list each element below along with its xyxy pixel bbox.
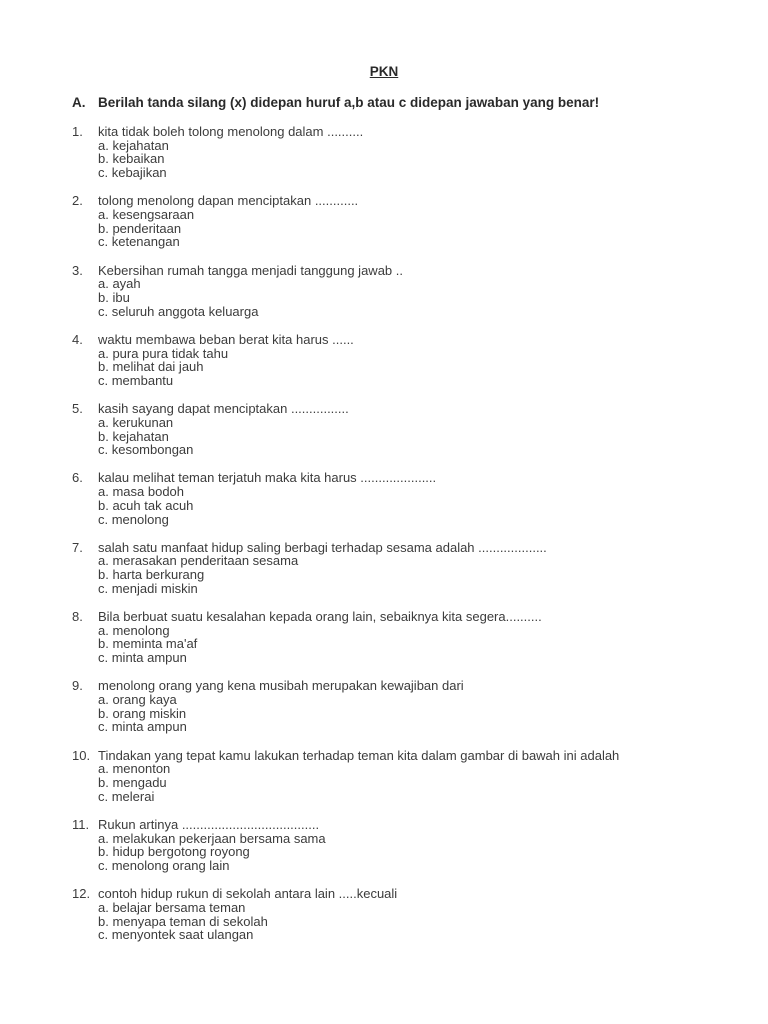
answer-option: b. penderitaan bbox=[98, 220, 182, 236]
answer-option: b. harta berkurang bbox=[98, 567, 205, 583]
answer-option: b. melihat dai jauh bbox=[98, 359, 204, 375]
question-text: kalau melihat teman terjatuh maka kita harus ..................... bbox=[98, 470, 437, 486]
question-number: 2. bbox=[72, 193, 83, 209]
answer-option: c. seluruh anggota keluarga bbox=[98, 303, 259, 319]
question-item bbox=[72, 679, 752, 748]
question-line bbox=[72, 333, 752, 347]
question-text: kasih sayang dapat menciptakan ................ bbox=[98, 401, 349, 417]
question-number: 6. bbox=[72, 470, 83, 486]
answer-option: a. kejahatan bbox=[98, 137, 169, 153]
question-number: 12. bbox=[72, 886, 91, 902]
answer-option: c. minta ampun bbox=[98, 650, 187, 666]
question-number: 5. bbox=[72, 401, 83, 417]
answer-option: b. kejahatan bbox=[98, 428, 169, 444]
instruction-text: Berilah tanda silang (x) didepan huruf a,b atau c didepan jawaban yang benar! bbox=[98, 95, 600, 110]
question-item bbox=[72, 887, 752, 956]
question-text: Tindakan yang tepat kamu lakukan terhadap teman kita dalam gambar di bawah ini adalah bbox=[98, 747, 620, 763]
answer-option: a. kesengsaraan bbox=[98, 207, 195, 222]
question-item bbox=[72, 402, 752, 471]
answer-option: a. kerukunan bbox=[98, 414, 174, 430]
question-text: Kebersihan rumah tangga menjadi tanggung jawab .. bbox=[98, 262, 403, 278]
answer-option: a. belajar bersama teman bbox=[98, 899, 246, 915]
answer-option: b. meminta ma'af bbox=[98, 636, 198, 652]
question-number: 4. bbox=[72, 331, 83, 347]
answer-option: c. menolong orang lain bbox=[98, 858, 230, 874]
answer-option: c. melerai bbox=[98, 788, 155, 804]
question-line bbox=[72, 541, 752, 555]
answer-option: c. membantu bbox=[98, 373, 174, 388]
question-number: 9. bbox=[72, 678, 83, 694]
answer-option: c. menyontek saat ulangan bbox=[98, 927, 254, 943]
answer-option: a. masa bodoh bbox=[98, 484, 185, 500]
question-line bbox=[72, 887, 752, 901]
question-text: tolong menolong dapan menciptakan ............ bbox=[98, 193, 359, 209]
question-item bbox=[72, 541, 752, 610]
answer-option: a. pura pura tidak tahu bbox=[98, 345, 229, 361]
answer-option: b. menyapa teman di sekolah bbox=[98, 913, 268, 929]
answer-option: b. orang miskin bbox=[98, 705, 187, 721]
answer-option: a. menonton bbox=[98, 761, 171, 777]
answer-option: c. kebajikan bbox=[98, 165, 167, 181]
answer-option: c. kesombongan bbox=[98, 442, 194, 458]
question-line bbox=[72, 194, 752, 208]
question-line bbox=[72, 125, 752, 139]
answer-option: a. ayah bbox=[98, 276, 141, 292]
question-line bbox=[72, 749, 752, 763]
section-letter: A. bbox=[72, 95, 86, 110]
answer-option: b. mengadu bbox=[98, 775, 167, 791]
question-item bbox=[72, 264, 752, 333]
question-number: 10. bbox=[72, 747, 91, 763]
answer-option: a. menolong bbox=[98, 622, 170, 638]
page-title: PKN bbox=[369, 64, 399, 79]
question-line bbox=[72, 264, 752, 278]
question-text: menolong orang yang kena musibah merupakan kewajiban dari bbox=[98, 678, 464, 694]
question-number: 3. bbox=[72, 262, 83, 278]
question-line bbox=[72, 679, 752, 693]
answer-option: b. acuh tak acuh bbox=[98, 497, 194, 513]
question-item bbox=[72, 471, 752, 540]
answer-option: c. menolong bbox=[98, 511, 169, 527]
question-line bbox=[72, 610, 752, 624]
answer-option: b. hidup bergotong royong bbox=[98, 844, 250, 860]
answer-option: a. orang kaya bbox=[98, 692, 177, 708]
answer-option: c. minta ampun bbox=[98, 719, 187, 735]
question-number: 11. bbox=[72, 816, 90, 832]
answer-option: c. ketenangan bbox=[98, 234, 180, 250]
question-item bbox=[72, 818, 752, 887]
question-item bbox=[72, 610, 752, 679]
question-list bbox=[72, 125, 752, 957]
answer-option: b. ibu bbox=[98, 290, 130, 305]
question-line bbox=[72, 818, 752, 832]
question-text: Rukun artinya ...................................... bbox=[98, 816, 320, 832]
question-line bbox=[72, 471, 752, 485]
question-text: Bila berbuat suatu kesalahan kepada orang lain, sebaiknya kita segera.......... bbox=[98, 609, 542, 625]
question-text: waktu membawa beban berat kita harus ...... bbox=[98, 331, 354, 347]
question-item bbox=[72, 333, 752, 402]
question-number: 1. bbox=[72, 124, 83, 139]
question-item bbox=[72, 749, 752, 818]
question-line bbox=[72, 402, 752, 416]
answer-option: c. menjadi miskin bbox=[98, 580, 198, 596]
question-text: kita tidak boleh tolong menolong dalam .......... bbox=[98, 124, 364, 139]
question-text: salah satu manfaat hidup saling berbagi terhadap sesama adalah ................... bbox=[98, 539, 547, 555]
answer-option: a. merasakan penderitaan sesama bbox=[98, 553, 299, 569]
question-item bbox=[72, 194, 752, 263]
answer-option: a. melakukan pekerjaan bersama sama bbox=[98, 830, 326, 846]
question-item bbox=[72, 125, 752, 194]
answer-option: b. kebaikan bbox=[98, 151, 165, 167]
question-number: 8. bbox=[72, 609, 83, 625]
section-instruction bbox=[72, 95, 752, 110]
question-text: contoh hidup rukun di sekolah antara lain .....kecuali bbox=[98, 886, 398, 902]
question-number: 7. bbox=[72, 539, 83, 555]
